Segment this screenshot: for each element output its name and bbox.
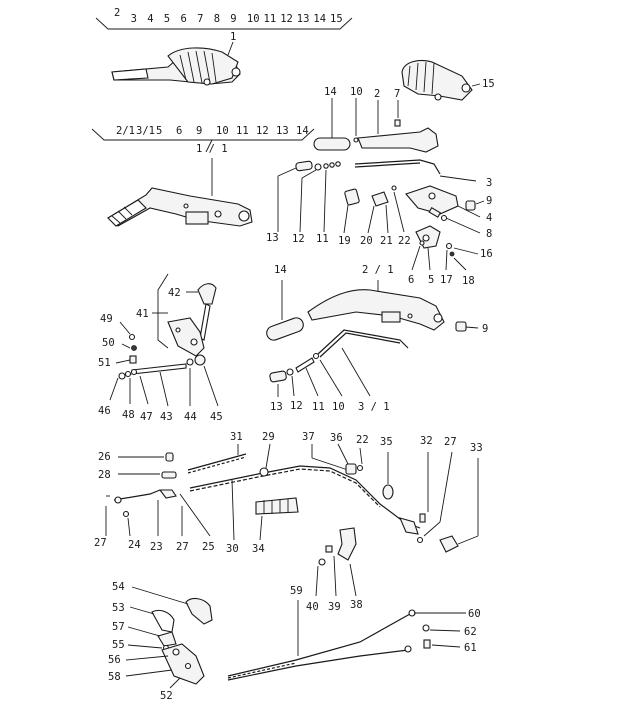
callout-49: 49	[100, 313, 113, 325]
header-2-number-6: 11	[236, 125, 249, 137]
callout-20: 20	[360, 235, 373, 247]
header-group-1	[96, 7, 352, 29]
callout-22-a: 22	[398, 235, 411, 247]
header-1-number-1: 3	[130, 13, 137, 25]
callout-10-b: 10	[332, 401, 345, 413]
header-2-number-2: 5	[156, 125, 163, 137]
callout-9-a: 9	[486, 195, 493, 207]
callout-58: 58	[108, 671, 121, 683]
callout-52: 52	[160, 690, 173, 702]
callout-59: 59	[290, 585, 303, 597]
callout-15: 15	[482, 78, 495, 90]
callout-3-1: 3 / 1	[358, 401, 390, 413]
bottom-left-group	[126, 587, 212, 688]
callout-34: 34	[252, 543, 265, 555]
header-1-number-0: 2	[114, 7, 121, 19]
callout-25: 25	[202, 541, 215, 553]
callout-54: 54	[112, 581, 125, 593]
header-1-number-3: 5	[163, 13, 171, 25]
callout-8: 8	[486, 228, 493, 240]
bottom-right-cable-group	[228, 600, 466, 680]
callout-28: 28	[98, 469, 111, 481]
header-1-number-7: 9	[230, 13, 237, 25]
callout-12-b: 12	[290, 400, 303, 412]
header-2-number-8: 13	[276, 125, 289, 137]
callout-29: 29	[262, 431, 275, 443]
callout-57: 57	[112, 621, 125, 633]
callout-3: 3	[486, 177, 493, 189]
callout-32: 32	[420, 435, 433, 447]
callout-22-b: 22	[356, 434, 369, 446]
header-2-number-4: 9	[196, 125, 203, 137]
callout-16: 16	[480, 248, 493, 260]
header-2-number-3: 6	[176, 125, 183, 137]
callout-2-1: 2 / 1	[362, 264, 394, 276]
callout-27-b: 27	[94, 537, 107, 549]
callout-36: 36	[330, 432, 343, 444]
callout-51: 51	[98, 357, 111, 369]
callout-41: 41	[136, 308, 149, 320]
callout-30: 30	[226, 543, 239, 555]
callout-4: 4	[486, 212, 493, 224]
callout-1: 1	[230, 31, 237, 43]
callout-45: 45	[210, 411, 223, 423]
header-1-number-13: 15	[330, 13, 343, 25]
callout-11-b: 11	[312, 401, 325, 413]
callout-13-b: 13	[270, 401, 283, 413]
callout-31: 31	[230, 431, 243, 443]
header-2-number-1: 3/1	[136, 125, 155, 137]
middle-lever-group	[265, 280, 478, 397]
callout-44: 44	[184, 411, 197, 423]
callout-39: 39	[328, 601, 341, 613]
callout-46: 46	[98, 405, 111, 417]
callout-53: 53	[112, 602, 125, 614]
callout-27-c: 27	[176, 541, 189, 553]
callout-55: 55	[112, 639, 125, 651]
callout-11-a: 11	[316, 233, 329, 245]
callout-26: 26	[98, 451, 111, 463]
callout-2-a: 2	[374, 88, 381, 100]
callout-6: 6	[408, 274, 415, 286]
callout-27-a: 27	[444, 436, 457, 448]
left-mechanism-group	[110, 274, 218, 406]
callout-7: 7	[394, 88, 401, 100]
hand-brake-lever-assembly	[108, 140, 252, 226]
header-1-number-10: 12	[280, 13, 293, 25]
callout-40: 40	[306, 601, 319, 613]
callout-60: 60	[468, 608, 481, 620]
callout-17: 17	[440, 274, 453, 286]
callout-56: 56	[108, 654, 121, 666]
callout-61: 61	[464, 642, 477, 654]
callout-42: 42	[168, 287, 181, 299]
callout-37: 37	[302, 431, 315, 443]
callout-10-a: 10	[350, 86, 363, 98]
callout-18: 18	[462, 275, 475, 287]
callout-47: 47	[140, 411, 153, 423]
callout-1-1: 1 / 1	[196, 143, 228, 155]
callout-14-a: 14	[324, 86, 337, 98]
callout-48: 48	[122, 409, 135, 421]
hand-brake-lever-with-boot	[112, 42, 240, 85]
header-2-number-0: 2/1	[116, 125, 135, 137]
header-group-2	[92, 125, 314, 140]
callout-43: 43	[160, 411, 173, 423]
callout-5: 5	[428, 274, 435, 286]
callout-38: 38	[350, 599, 363, 611]
callout-33: 33	[470, 442, 483, 454]
callout-12-a: 12	[292, 233, 305, 245]
callout-24: 24	[128, 539, 141, 551]
header-1-number-2: 4	[147, 13, 154, 25]
cable-group	[106, 444, 478, 596]
header-1-number-11: 13	[296, 13, 310, 25]
header-1-number-4: 6	[180, 13, 187, 25]
callout-19: 19	[338, 235, 351, 247]
header-1-number-5: 7	[197, 13, 204, 25]
header-1-number-9: 11	[263, 13, 277, 25]
header-2-number-9: 14	[296, 125, 309, 137]
callout-23: 23	[150, 541, 163, 553]
header-1-number-12: 14	[313, 13, 327, 25]
header-1-number-6: 8	[213, 13, 221, 25]
callout-13-a: 13	[266, 232, 279, 244]
callout-35: 35	[380, 436, 393, 448]
callout-62: 62	[464, 626, 477, 638]
callout-50: 50	[102, 337, 115, 349]
header-2-number-5: 10	[216, 125, 229, 137]
callout-9-b: 9	[482, 323, 489, 335]
header-1-number-8: 10	[246, 13, 260, 25]
header-2-number-7: 12	[256, 125, 269, 137]
callout-21: 21	[380, 235, 393, 247]
boot-part	[402, 60, 480, 100]
callout-14-b: 14	[274, 264, 287, 276]
